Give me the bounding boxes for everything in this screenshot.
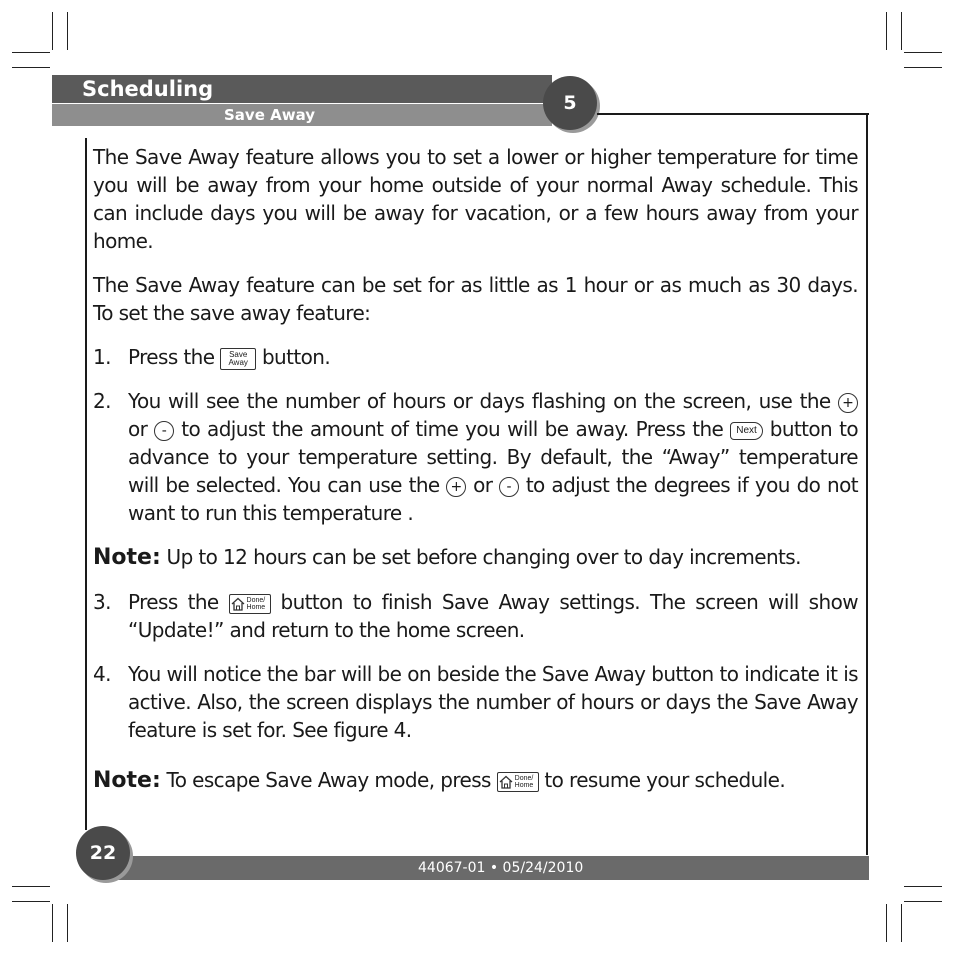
- note: [93, 766, 858, 795]
- step-text-part: to adjust the degrees if you do not want to run this temperature .: [128, 473, 858, 525]
- crop-mark: [67, 904, 68, 942]
- step-text-part: or: [473, 473, 493, 497]
- plus-key-icon: +: [838, 393, 858, 413]
- key-label: Done/: [246, 596, 266, 604]
- crop-mark: [904, 67, 942, 68]
- note-text: to resume your schedule.: [544, 768, 786, 792]
- crop-mark: [12, 886, 50, 887]
- step-text-part: button.: [261, 345, 331, 369]
- plus-key-icon: +: [446, 477, 466, 497]
- step-text-part: button to advance to your temperature setting. By default, the “Away” temperature will be selected. You can use the: [128, 417, 858, 497]
- crop-mark: [52, 904, 53, 942]
- minus-key-icon: -: [499, 477, 519, 497]
- step-text-part: button to finish Save Away settings. The screen will show “Update!” and return to the home screen.: [128, 590, 858, 642]
- crop-mark: [886, 12, 887, 50]
- key-label: Home: [246, 603, 266, 611]
- home-icon: [231, 597, 245, 611]
- list-item: [93, 588, 858, 644]
- note-label: Note:: [93, 768, 161, 793]
- step-number: 2.: [93, 389, 111, 413]
- next-key-icon: Next: [730, 422, 763, 440]
- paragraph: The Save Away feature allows you to set a lower or higher temperature for time you will be away from your home outside of your normal Away schedule. This can include days you will be away for vacation, or a few hours away from your home.: [93, 145, 858, 253]
- crop-mark: [67, 12, 68, 50]
- page-number-badge: 22: [76, 826, 130, 880]
- frame-line: [597, 113, 869, 115]
- step-number: 1.: [93, 345, 111, 369]
- list-item: [93, 660, 858, 744]
- key-label: Home: [514, 781, 534, 789]
- step-text: [128, 387, 858, 527]
- frame-line: [866, 113, 868, 855]
- step-text-part: to adjust the amount of time you will be away. Press the: [181, 417, 724, 441]
- save-away-key-icon: [220, 348, 256, 370]
- step-text: You will notice the bar will be on beside the Save Away button to indicate it is active. Also, the screen displays the number of hours or days the Save Away feature is set for. See figure 4.: [128, 662, 858, 742]
- step-text: [128, 343, 858, 371]
- done-home-key-icon: [497, 772, 539, 792]
- section-title: Scheduling: [82, 77, 214, 101]
- crop-mark: [886, 904, 887, 942]
- frame-line: [85, 138, 87, 830]
- key-label: Away: [228, 357, 248, 367]
- crop-mark: [904, 901, 942, 902]
- crop-mark: [12, 52, 50, 53]
- step-text: [128, 588, 858, 644]
- step-text-part: Press the: [128, 345, 215, 369]
- done-home-key-icon: [229, 594, 271, 614]
- footer-bar: [118, 856, 869, 880]
- step-number: 3.: [93, 590, 111, 614]
- step-text-part: or: [128, 417, 148, 441]
- note-text: To escape Save Away mode, press: [166, 768, 491, 792]
- key-label: Save: [229, 349, 248, 359]
- minus-key-icon: -: [154, 421, 174, 441]
- home-icon: [499, 775, 513, 789]
- step-number: 4.: [93, 662, 111, 686]
- list-item: [93, 343, 858, 371]
- chapter-number-badge: 5: [543, 76, 597, 130]
- crop-mark: [904, 52, 942, 53]
- key-label: Done/: [514, 774, 534, 782]
- note: [93, 543, 858, 572]
- step-text-part: You will see the number of hours or days flashing on the screen, use the: [128, 389, 831, 413]
- step-text-part: Press the: [128, 590, 219, 614]
- list-item: [93, 387, 858, 527]
- note-text: Up to 12 hours can be set before changing over to day increments.: [166, 545, 801, 569]
- note-label: Note:: [93, 545, 161, 570]
- page-body: [93, 143, 858, 811]
- crop-mark: [904, 886, 942, 887]
- crop-mark: [901, 904, 902, 942]
- section-header: [52, 75, 552, 127]
- crop-mark: [12, 67, 50, 68]
- crop-mark: [901, 12, 902, 50]
- paragraph: The Save Away feature can be set for as little as 1 hour or as much as 30 days. To set the save away feature:: [93, 273, 858, 325]
- crop-mark: [52, 12, 53, 50]
- crop-mark: [12, 901, 50, 902]
- subsection-title: Save Away: [224, 106, 316, 124]
- document-code: 44067-01 • 05/24/2010: [418, 860, 584, 876]
